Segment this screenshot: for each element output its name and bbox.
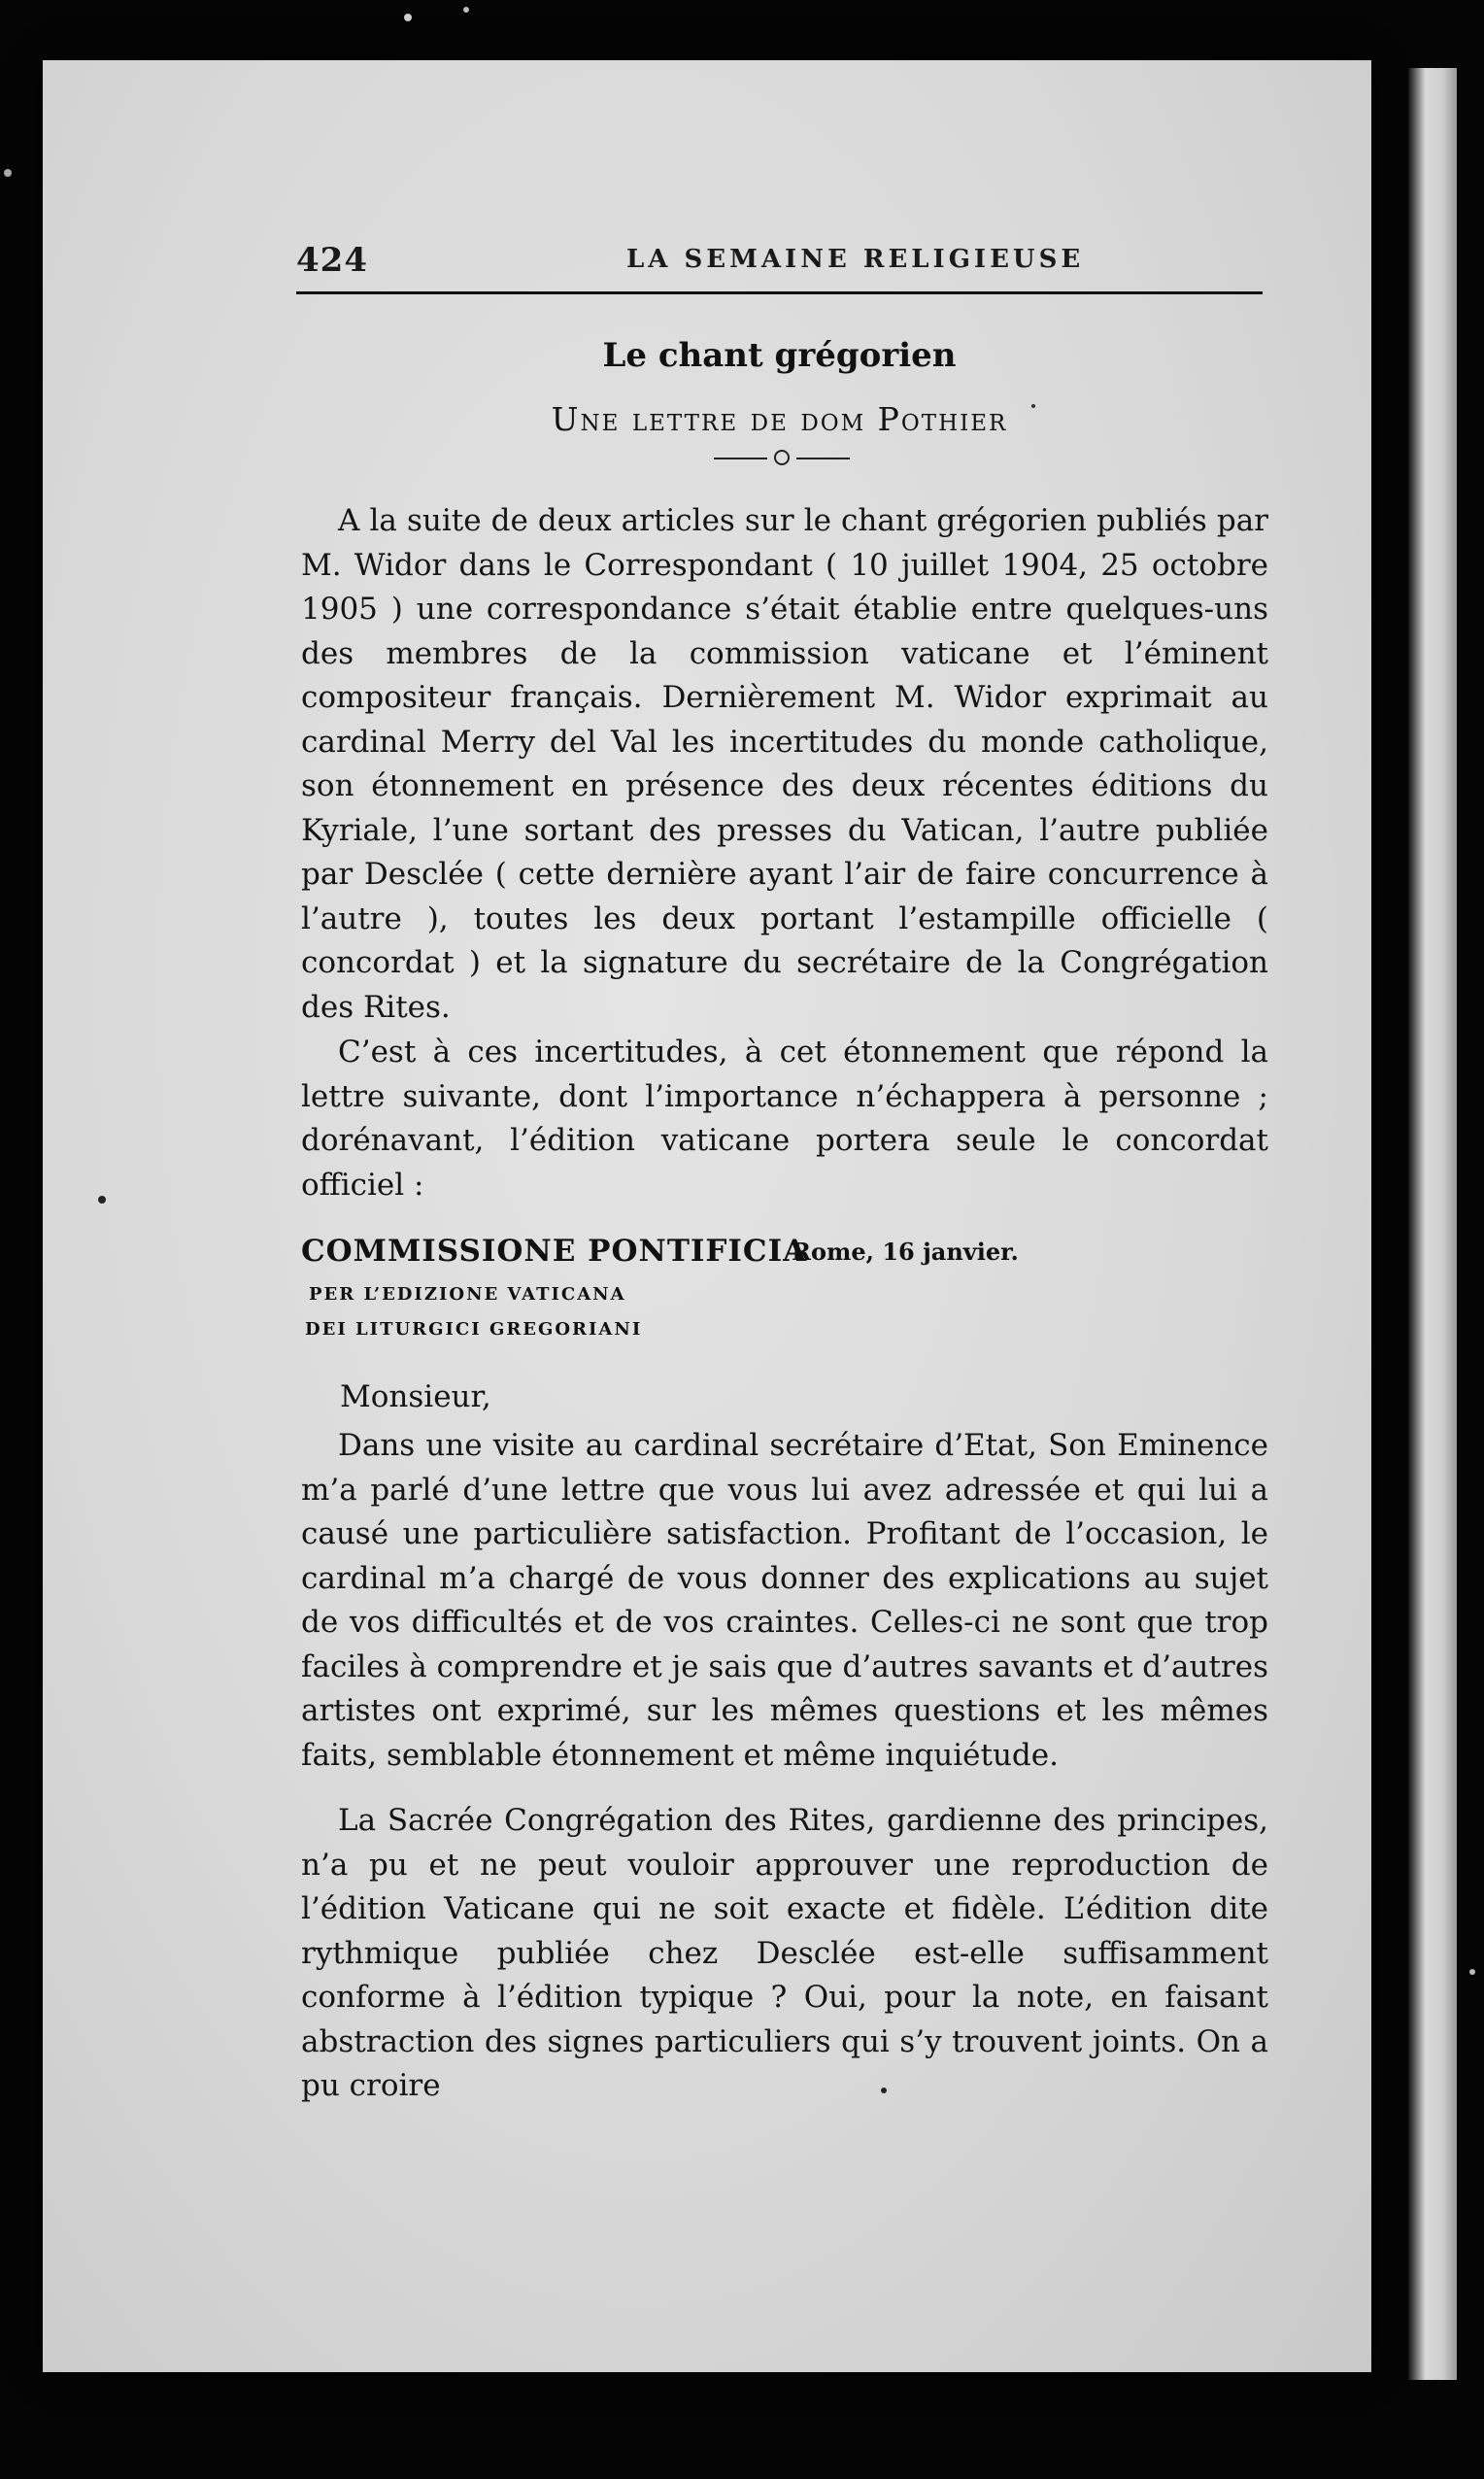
running-title: LA SEMAINE RELIGIEUSE [626,245,1085,274]
divider-circle [774,450,790,465]
article-title: Le chant grégorien [602,336,957,375]
letter-date: Rome, 16 janvier. [792,1238,1019,1266]
divider-line-left [714,458,767,459]
section-divider [714,447,850,470]
intro-paragraph-1 [301,499,1268,1030]
letter-salutation: Monsieur, [340,1379,491,1414]
intro-paragraph-2 [301,1031,1268,1207]
running-head [296,241,1263,280]
divider-line-right [796,458,850,459]
facing-page-edge [1408,68,1457,2380]
paragraph-text: Dans une visite au cardinal secrétaire d’Etat, Son Eminence m’a parlé d’une lettre que vous lui avez adressée et qui lui a causé une particulière satisfaction. Profitant de l’occasion, le cardinal m’a chargé de vous donner des explications au sujet de vos difficultés et de vos craintes. Celles-ci ne sont que trop faciles à comprendre et je sais que d’autres savants et d’autres artistes ont exprimé, sur les mêmes questions et les mêmes faits, semblable étonnement et même inquiétude. [301,1428,1268,1773]
page-number: 424 [296,241,368,280]
letterhead [301,1234,1268,1350]
letterhead-line-2: PER L’EDIZIONE VATICANA [309,1284,626,1305]
paragraph-text: C’est à ces incertitudes, à cet étonnement que répond la lettre suivante, dont l’importance n’échappera à personne ; dorénavant, l’édition vaticane portera seule le concordat officiel : [301,1035,1268,1203]
letterhead-line-3: DEI LITURGICI GREGORIANI [305,1319,643,1340]
paragraph-text: La Sacrée Congrégation des Rites, gardienne des principes, n’a pu et ne peut vouloir approuver une reproduction de l’édition Vaticane qui ne soit exacte et fidèle. L’édition dite rythmique publiée chez Desclée est-elle suffisamment conforme à l’édition typique ? Oui, pour la note, en faisant abstraction des signes particuliers qui s’y trouvent joints. On a pu croire [301,1803,1268,2103]
article-subtitle: Une lettre de dom Pothier [551,400,1008,438]
paragraph-text: A la suite de deux articles sur le chant grégorien publiés par M. Widor dans le Correspondant ( 10 juillet 1904, 25 octobre 1905 ) une correspondance s’était établie entre quelques-uns des membres de la commission vaticane et l’éminent compositeur français. Dernièrement M. Widor exprimait au cardinal Merry del Val les incertitudes du monde catholique, son étonnement en présence des deux récentes éditions du Kyriale, l’une sortant des presses du Vatican, l’autre publiée par Desclée ( cette dernière ayant l’air de faire concurrence à l’autre ), toutes les deux portant l’estampille officielle ( concordat ) et la signature du secrétaire de la Congrégation des Rites. [301,503,1268,1025]
letter-paragraph-1 [301,1424,1268,1778]
header-rule [296,291,1263,294]
letterhead-commission: COMMISSIONE PONTIFICIA [301,1234,808,1269]
letter-paragraph-2 [301,1799,1268,2109]
